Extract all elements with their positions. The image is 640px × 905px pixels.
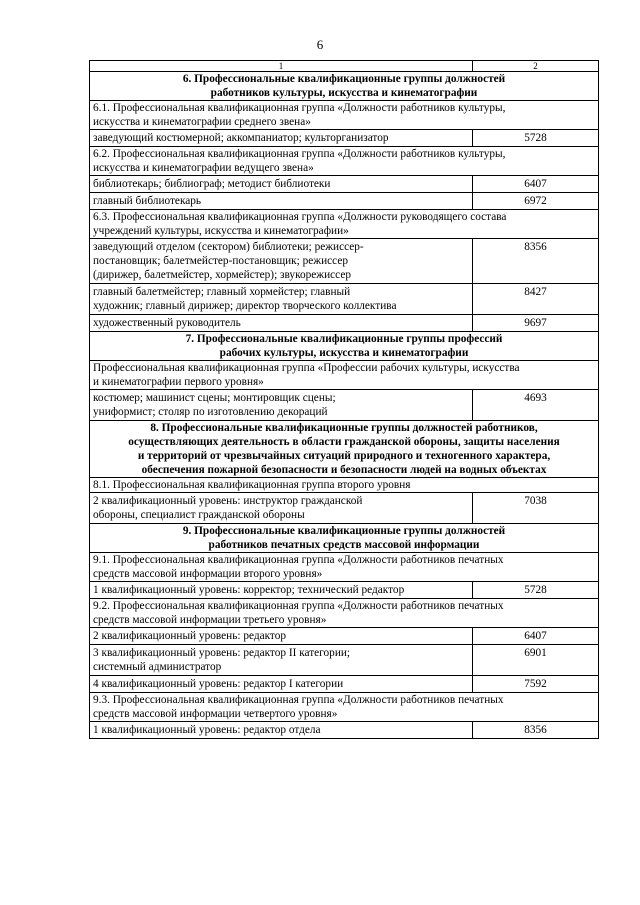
text-line: рабочих культуры, искусства и кинематографии [219, 347, 469, 359]
position-cell [90, 193, 473, 210]
text-line: 2 квалификационный уровень: инструктор гражданской [93, 495, 363, 507]
section-header-row [90, 524, 599, 553]
salary-value: 7592 [473, 676, 599, 693]
text-line: заведующий отделом (сектором) библиотеки; режиссер- [93, 241, 364, 253]
group-header-row [90, 693, 599, 722]
position-cell [90, 176, 473, 193]
salary-value: 4693 [473, 390, 599, 421]
text-line: костюмер; машинист сцены; монтировщик сцены; [93, 392, 336, 404]
table-row [90, 645, 599, 676]
text-line: искусства и кинематографии ведущего звена» [93, 162, 314, 174]
salary-value: 5728 [473, 582, 599, 599]
salary-value: 8427 [473, 284, 599, 315]
group-header-row [90, 478, 599, 493]
salary-value: 5728 [473, 130, 599, 147]
position-cell [90, 628, 473, 645]
text-line: 7. Профессиональные квалификационные группы профессий [185, 333, 503, 345]
group-title [90, 210, 599, 239]
text-line: заведующий костюмерной; аккомпаниатор; культорганизатор [93, 132, 389, 144]
text-line: художественный руководитель [93, 317, 241, 329]
text-line: 6.2. Профессиональная квалификационная группа «Должности работников культуры, [93, 148, 506, 160]
position-cell [90, 284, 473, 315]
text-line: средств массовой информации четвертого уровня» [93, 708, 338, 720]
salary-value: 8356 [473, 722, 599, 739]
text-line: осуществляющих деятельность в области гражданской обороны, защиты населения [128, 436, 560, 448]
position-cell [90, 390, 473, 421]
group-title [90, 599, 599, 628]
text-line: 4 квалификационный уровень: редактор I категории [93, 678, 344, 690]
text-line: работников культуры, искусства и кинематографии [210, 87, 478, 99]
text-line: 8.1. Профессиональная квалификационная группа второго уровня [93, 479, 411, 491]
text-line: Профессиональная квалификационная группа «Профессии рабочих культуры, искусства [93, 362, 520, 374]
text-line: главный балетмейстер; главный хормейстер; главный [93, 286, 351, 298]
section-header-row [90, 332, 599, 361]
text-line: 9. Профессиональные квалификационные группы должностей [182, 525, 506, 537]
text-line: 1 квалификационный уровень: редактор отдела [93, 724, 321, 736]
table-row [90, 193, 599, 210]
text-line: 6.1. Профессиональная квалификационная группа «Должности работников культуры, [93, 102, 506, 114]
table-row [90, 493, 599, 524]
section-title [90, 72, 599, 101]
position-cell [90, 493, 473, 524]
section-title [90, 524, 599, 553]
text-line: средств массовой информации второго уровня» [93, 568, 323, 580]
section-header-row [90, 421, 599, 478]
position-cell [90, 722, 473, 739]
table-row [90, 628, 599, 645]
text-line: системный администратор [93, 661, 222, 673]
group-title [90, 101, 599, 130]
salary-value: 6901 [473, 645, 599, 676]
table-row [90, 284, 599, 315]
text-line: (дирижер, балетмейстер, хормейстер); звукорежиссер [93, 269, 351, 281]
table-row [90, 239, 599, 284]
text-line: обеспечения пожарной безопасности и безопасности людей на водных объектах [141, 464, 547, 476]
salary-value: 6407 [473, 176, 599, 193]
salary-value: 7038 [473, 493, 599, 524]
group-title [90, 478, 599, 493]
text-line: 3 квалификационный уровень: редактор II категории; [93, 647, 351, 659]
position-cell [90, 239, 473, 284]
group-title [90, 147, 599, 176]
column-number-1: 1 [90, 61, 473, 72]
text-line: и территорий от чрезвычайных ситуаций природного и техногенного характера, [137, 450, 551, 462]
text-line: главный библиотекарь [93, 195, 202, 207]
table-row [90, 676, 599, 693]
text-line: учреждений культуры, искусства и кинематографии» [93, 225, 349, 237]
text-line: работников печатных средств массовой информации [208, 539, 480, 551]
table-row [90, 722, 599, 739]
group-header-row [90, 147, 599, 176]
position-cell [90, 582, 473, 599]
salary-value: 9697 [473, 315, 599, 332]
text-line: униформист; столяр по изготовлению декораций [93, 406, 328, 418]
section-title [90, 332, 599, 361]
salary-table-body [90, 61, 599, 739]
text-line: и кинематографии первого уровня» [93, 376, 264, 388]
group-header-row [90, 361, 599, 390]
position-cell [90, 676, 473, 693]
text-line: 9.2. Профессиональная квалификационная группа «Должности работников печатных [93, 600, 504, 612]
position-cell [90, 315, 473, 332]
group-header-row [90, 210, 599, 239]
salary-table [89, 60, 599, 739]
text-line: 6. Профессиональные квалификационные группы должностей [182, 73, 506, 85]
column-number-2: 2 [473, 61, 599, 72]
salary-value: 6972 [473, 193, 599, 210]
table-row [90, 390, 599, 421]
text-line: средств массовой информации третьего уровня» [93, 614, 327, 626]
salary-value: 8356 [473, 239, 599, 284]
salary-value: 6407 [473, 628, 599, 645]
table-row [90, 130, 599, 147]
group-header-row [90, 599, 599, 628]
group-title [90, 553, 599, 582]
text-line: 2 квалификационный уровень: редактор [93, 630, 287, 642]
text-line: 8. Профессиональные квалификационные группы должностей работников, [150, 422, 538, 434]
group-header-row [90, 101, 599, 130]
text-line: искусства и кинематографии среднего звена» [93, 116, 311, 128]
group-header-row [90, 553, 599, 582]
table-row [90, 582, 599, 599]
text-line: обороны, специалист гражданской обороны [93, 509, 305, 521]
text-line: 6.3. Профессиональная квалификационная группа «Должности руководящего состава [93, 211, 507, 223]
text-line: художник; главный дирижер; директор творческого коллектива [93, 300, 397, 312]
text-line: 9.1. Профессиональная квалификационная группа «Должности работников печатных [93, 554, 504, 566]
position-cell [90, 130, 473, 147]
table-row [90, 176, 599, 193]
section-header-row [90, 72, 599, 101]
table-row [90, 315, 599, 332]
group-title [90, 361, 599, 390]
column-number-row [90, 61, 599, 72]
text-line: постановщик; балетмейстер-постановщик; режиссер [93, 255, 348, 267]
page-number: 6 [316, 37, 324, 52]
text-line: 1 квалификационный уровень: корректор; технический редактор [93, 584, 405, 596]
group-title [90, 693, 599, 722]
text-line: 9.3. Профессиональная квалификационная группа «Должности работников печатных [93, 694, 504, 706]
text-line: библиотекарь; библиограф; методист библиотеки [93, 178, 331, 190]
position-cell [90, 645, 473, 676]
section-title [90, 421, 599, 478]
